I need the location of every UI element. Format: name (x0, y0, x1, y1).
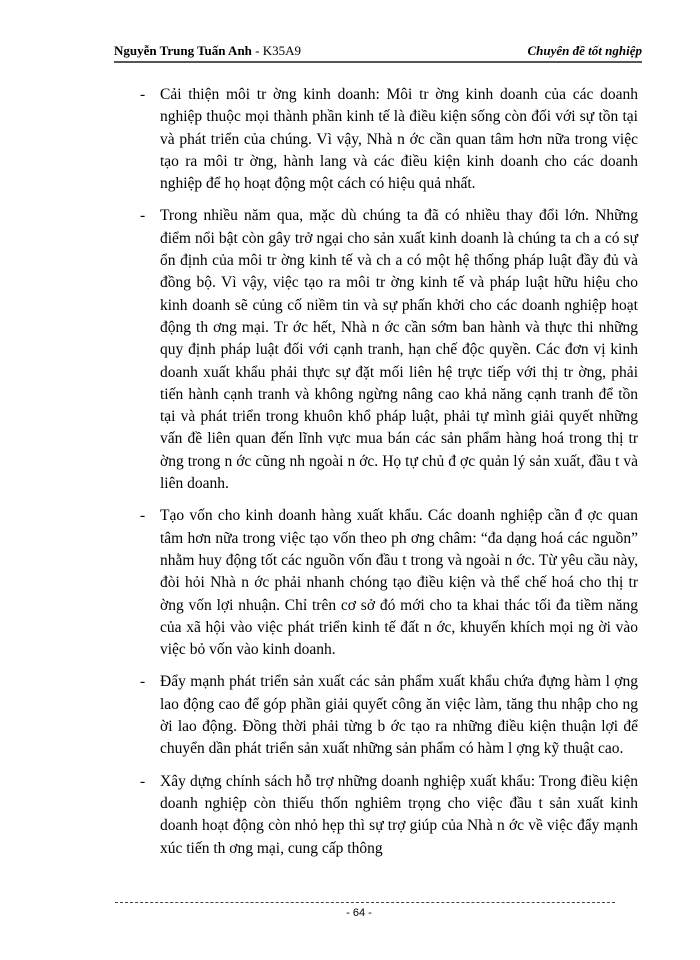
dash-bullet-icon: - (140, 673, 146, 691)
page-header (114, 41, 642, 63)
list-item (140, 671, 638, 760)
list-item (140, 84, 638, 195)
list-item-text: Xây dựng chính sách hỗ trợ những doanh nghiệp xuất khẩu: Trong điều kiện doanh nghiệp còn thiếu thốn nghiêm trọng cho việc đầu t sản xuất kinh doanh hoạt động còn nhỏ hẹp thì sự trợ giúp của Nhà n ớc về việc đẩy mạnh xúc tiến th ơng mại, cung cấp thông (160, 772, 638, 857)
list-item (140, 205, 638, 495)
dash-bullet-icon: - (140, 86, 146, 103)
list-item-text: Tạo vốn cho kinh doanh hàng xuất khẩu. Các doanh nghiệp cần đ ợc quan tâm hơn nữa trong việc tạo vốn theo ph ơng châm: “đa dạng hoá các nguồn” nhằm huy động tốt các nguồn vốn đầu t trong và ngoài n ớc. Từ yêu cầu này, đòi hỏi Nhà n ớc phải nhanh chóng tạo điều kiện và thể chế hoá cho thị tr ờng vốn lợi nhuận. Chỉ trên cơ sở đó mới cho ta khai thác tối đa tiềm năng của xã hội vào việc phát triển kinh tế đất n ớc, khuyến khích mọi ng ời vào việc bỏ vốn vào kinh doanh. (160, 507, 638, 659)
header-author-block (114, 43, 301, 59)
dash-bullet-icon: - (140, 507, 146, 525)
dash-bullet-icon: - (140, 207, 146, 225)
page-number: - 64 - (346, 907, 372, 919)
list-item-text: Đẩy mạnh phát triển sản xuất các sản phẩm xuất khẩu chứa đựng hàm l ợng lao động cao để góp phần giải quyết công ăn việc làm, tăng thu nhập cho ng ời lao động. Đồng thời phải từng b ớc tạo ra những điều kiện thuận lợi để chuyển dần phát triển sản xuất những sản phẩm có hàm l ợng kỹ thuật cao. (160, 673, 638, 758)
header-separator: - (251, 43, 263, 58)
list-item (140, 505, 638, 661)
document-body (140, 84, 638, 870)
header-author: Nguyễn Trung Tuấn Anh (114, 43, 252, 58)
header-doc-type: Chuyên đề tốt nghiệp (527, 43, 642, 58)
dash-bullet-icon: - (140, 772, 146, 790)
list-item (140, 771, 638, 860)
list-item-text: Cải thiện môi tr ờng kinh doanh: Môi tr ờng kinh doanh của các doanh nghiệp thuộc mọi thành phần kinh tế là điều kiện sống còn đối với sự tồn tại và phát triển của chúng. Vì vậy, Nhà n ớc cần quan tâm hơn nữa trong việc tạo ra môi tr ờng, hành lang và các điều kiện kinh doanh cho các doanh nghiệp để họ hoạt động một cách có hiệu quả nhất. (160, 86, 638, 193)
footer-divider (115, 902, 615, 903)
list-item-text: Trong nhiều năm qua, mặc dù chúng ta đã có nhiều thay đổi lớn. Những điểm nổi bật còn gây trở ngại cho sản xuất kinh doanh là chúng ta ch a có sự ổn định của môi tr ờng kinh tế và ch a có một hệ thống pháp luật đầy đủ và đồng bộ. Vì vậy, việc tạo ra môi tr ờng kinh tế và pháp luật hữu hiệu cho kinh doanh sẽ củng cố niềm tin và sự phấn khởi cho các doanh nghiệp hoạt động th ơng mại. Tr ớc hết, Nhà n ớc cần sớm ban hành và thực thi những quy định pháp luật đối với cạnh tranh, hạn chế độc quyền. Các đơn vị kinh doanh xuất khẩu phải thực sự đặt mối liên hệ trực tiếp với thị tr ờng, phải tiến hành cạnh tranh và không ngừng nâng cao khả năng cạnh tranh để tồn tại và phát triển trong khuôn khổ pháp luật, phải tự mình giải quyết những vấn đề liên quan đến lĩnh vực mua bán các sản phẩm hàng hoá trong thị tr ờng trong n ớc cũng nh ngoài n ớc. Họ tự chủ đ ợc quản lý sản xuất, đầu t và liên doanh. (160, 207, 638, 493)
header-class-code: K35A9 (262, 43, 302, 58)
